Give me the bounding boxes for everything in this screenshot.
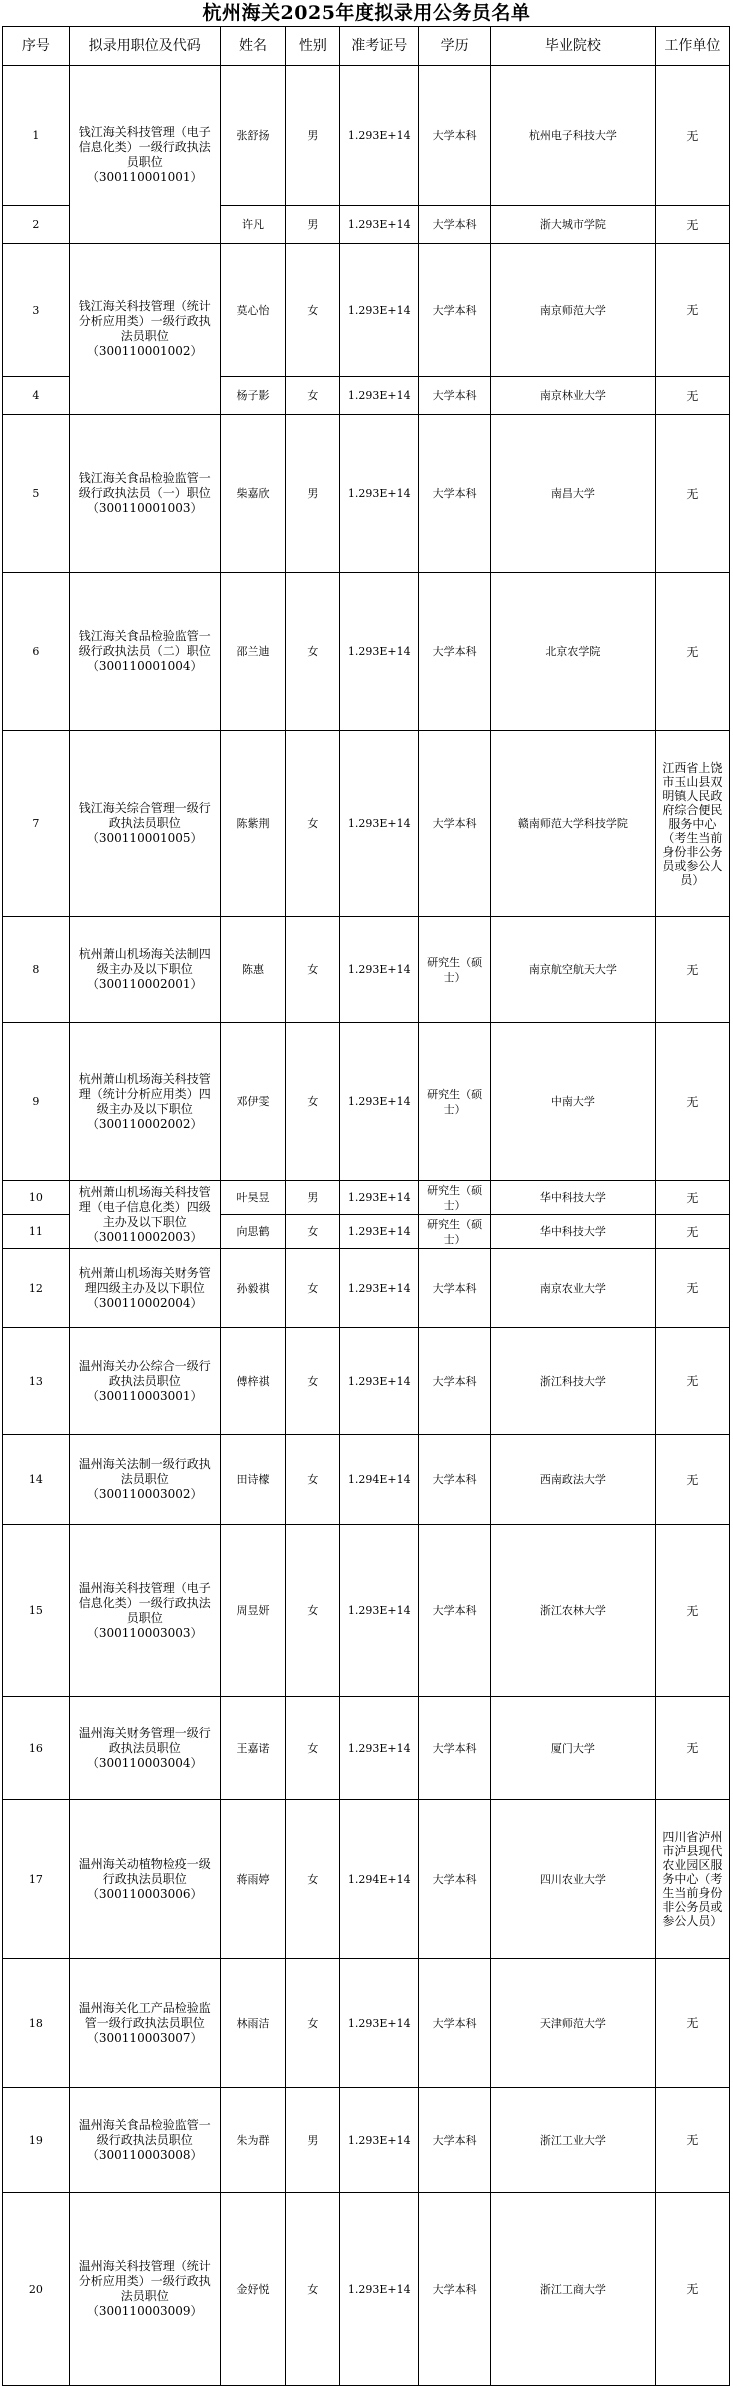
cell-seq: 19 — [3, 2088, 70, 2193]
cell-position: 钱江海关科技管理（电子信息化类）一级行政执法员职位（300110001001） — [69, 66, 220, 244]
cell-name: 蒋雨婷 — [220, 1800, 286, 1959]
cell-position: 钱江海关食品检验监管一级行政执法员（二）职位（300110001004） — [69, 573, 220, 731]
cell-education: 大学本科 — [419, 2193, 491, 2386]
cell-seq: 2 — [3, 206, 70, 244]
cell-employer: 无 — [655, 1435, 729, 1525]
cell-position: 杭州萧山机场海关科技管理（统计分析应用类）四级主办及以下职位（300110002002） — [69, 1023, 220, 1181]
cell-position: 温州海关财务管理一级行政执法员职位（300110003004） — [69, 1697, 220, 1800]
cell-name: 杨子影 — [220, 377, 286, 415]
cell-gender: 女 — [286, 1249, 340, 1328]
cell-school: 南京航空航天大学 — [491, 917, 656, 1023]
roster-body — [3, 27, 730, 2386]
cell-education: 研究生（硕士） — [419, 1215, 491, 1249]
cell-seq: 5 — [3, 415, 70, 573]
cell-education: 大学本科 — [419, 244, 491, 377]
cell-gender: 女 — [286, 917, 340, 1023]
cell-seq: 13 — [3, 1328, 70, 1435]
cell-gender: 女 — [286, 1800, 340, 1959]
cell-employer: 无 — [655, 1215, 729, 1249]
cell-seq: 8 — [3, 917, 70, 1023]
cell-school: 南京师范大学 — [491, 244, 656, 377]
cell-name: 陈紫荆 — [220, 731, 286, 917]
cell-exam-no: 1.293E+14 — [340, 206, 419, 244]
cell-employer: 无 — [655, 2088, 729, 2193]
cell-gender: 女 — [286, 1697, 340, 1800]
cell-name: 莫心怡 — [220, 244, 286, 377]
cell-name: 朱为群 — [220, 2088, 286, 2193]
cell-gender: 女 — [286, 377, 340, 415]
table-row — [3, 2088, 730, 2193]
cell-education: 大学本科 — [419, 1697, 491, 1800]
header-position: 拟录用职位及代码 — [69, 27, 220, 66]
table-row — [3, 1435, 730, 1525]
cell-gender: 女 — [286, 1328, 340, 1435]
cell-school: 厦门大学 — [491, 1697, 656, 1800]
header-school: 毕业院校 — [491, 27, 656, 66]
header-seq: 序号 — [3, 27, 70, 66]
cell-gender: 女 — [286, 1435, 340, 1525]
cell-seq: 6 — [3, 573, 70, 731]
cell-employer: 无 — [655, 206, 729, 244]
header-row — [3, 27, 730, 66]
cell-exam-no: 1.293E+14 — [340, 1525, 419, 1697]
cell-exam-no: 1.293E+14 — [340, 1249, 419, 1328]
cell-education: 大学本科 — [419, 377, 491, 415]
cell-exam-no: 1.293E+14 — [340, 1215, 419, 1249]
cell-school: 浙江农林大学 — [491, 1525, 656, 1697]
cell-exam-no: 1.293E+14 — [340, 2088, 419, 2193]
cell-exam-no: 1.293E+14 — [340, 66, 419, 206]
table-row — [3, 1328, 730, 1435]
cell-position: 钱江海关综合管理一级行政执法员职位（300110001005） — [69, 731, 220, 917]
cell-employer: 无 — [655, 415, 729, 573]
cell-employer: 无 — [655, 2193, 729, 2386]
cell-school: 浙江科技大学 — [491, 1328, 656, 1435]
cell-employer: 无 — [655, 917, 729, 1023]
cell-name: 田诗檬 — [220, 1435, 286, 1525]
cell-seq: 1 — [3, 66, 70, 206]
cell-name: 金妤悦 — [220, 2193, 286, 2386]
cell-seq: 9 — [3, 1023, 70, 1181]
cell-school: 浙江工业大学 — [491, 2088, 656, 2193]
table-row — [3, 1023, 730, 1181]
cell-school: 四川农业大学 — [491, 1800, 656, 1959]
cell-gender: 男 — [286, 1181, 340, 1215]
cell-gender: 女 — [286, 244, 340, 377]
cell-name: 傅梓祺 — [220, 1328, 286, 1435]
cell-education: 研究生（硕士） — [419, 1181, 491, 1215]
cell-employer: 无 — [655, 377, 729, 415]
cell-position: 杭州萧山机场海关财务管理四级主办及以下职位（300110002004） — [69, 1249, 220, 1328]
cell-education: 大学本科 — [419, 1249, 491, 1328]
cell-position: 杭州萧山机场海关法制四级主办及以下职位（300110002001） — [69, 917, 220, 1023]
cell-education: 大学本科 — [419, 731, 491, 917]
header-exam-no: 准考证号 — [340, 27, 419, 66]
page-title: 杭州海关2025年度拟录用公务员名单 — [202, 2, 531, 24]
cell-gender: 女 — [286, 2193, 340, 2386]
cell-school: 南京农业大学 — [491, 1249, 656, 1328]
cell-education: 大学本科 — [419, 1525, 491, 1697]
cell-position: 温州海关科技管理（统计分析应用类）一级行政执法员职位（300110003009） — [69, 2193, 220, 2386]
cell-school: 北京农学院 — [491, 573, 656, 731]
cell-position: 温州海关化工产品检验监管一级行政执法员职位（300110003007） — [69, 1959, 220, 2088]
cell-education: 大学本科 — [419, 1959, 491, 2088]
cell-position: 温州海关法制一级行政执法员职位（300110003002） — [69, 1435, 220, 1525]
table-row — [3, 1181, 730, 1215]
cell-exam-no: 1.293E+14 — [340, 377, 419, 415]
cell-name: 周昱妍 — [220, 1525, 286, 1697]
cell-education: 大学本科 — [419, 1328, 491, 1435]
cell-gender: 女 — [286, 1215, 340, 1249]
cell-position: 温州海关动植物检疫一级行政执法员职位（300110003006） — [69, 1800, 220, 1959]
cell-position: 钱江海关食品检验监管一级行政执法员（一）职位（300110001003） — [69, 415, 220, 573]
cell-exam-no: 1.293E+14 — [340, 573, 419, 731]
cell-school: 中南大学 — [491, 1023, 656, 1181]
table-row — [3, 66, 730, 206]
cell-name: 柴嘉欣 — [220, 415, 286, 573]
cell-education: 大学本科 — [419, 1435, 491, 1525]
cell-school: 天津师范大学 — [491, 1959, 656, 2088]
cell-exam-no: 1.293E+14 — [340, 2193, 419, 2386]
cell-school: 杭州电子科技大学 — [491, 66, 656, 206]
header-education: 学历 — [419, 27, 491, 66]
header-employer: 工作单位 — [655, 27, 729, 66]
header-gender: 性别 — [286, 27, 340, 66]
cell-exam-no: 1.293E+14 — [340, 1328, 419, 1435]
cell-seq: 18 — [3, 1959, 70, 2088]
cell-position: 钱江海关科技管理（统计分析应用类）一级行政执法员职位（300110001002） — [69, 244, 220, 415]
table-row — [3, 1800, 730, 1959]
cell-employer: 四川省泸州市泸县现代农业园区服务中心（考生当前身份非公务员或参公人员） — [655, 1800, 729, 1959]
table-row — [3, 1525, 730, 1697]
table-row — [3, 2193, 730, 2386]
cell-name: 王嘉诺 — [220, 1697, 286, 1800]
cell-school: 南京林业大学 — [491, 377, 656, 415]
cell-gender: 男 — [286, 2088, 340, 2193]
cell-employer: 无 — [655, 66, 729, 206]
cell-school: 南昌大学 — [491, 415, 656, 573]
table-row — [3, 1959, 730, 2088]
cell-exam-no: 1.294E+14 — [340, 1800, 419, 1959]
cell-school: 赣南师范大学科技学院 — [491, 731, 656, 917]
cell-exam-no: 1.293E+14 — [340, 1181, 419, 1215]
cell-name: 陈惠 — [220, 917, 286, 1023]
cell-employer: 无 — [655, 1249, 729, 1328]
cell-name: 邓伊雯 — [220, 1023, 286, 1181]
table-row — [3, 1249, 730, 1328]
cell-name: 孙毅祺 — [220, 1249, 286, 1328]
cell-exam-no: 1.293E+14 — [340, 917, 419, 1023]
header-name: 姓名 — [220, 27, 286, 66]
cell-gender: 男 — [286, 66, 340, 206]
cell-seq: 20 — [3, 2193, 70, 2386]
table-row — [3, 1697, 730, 1800]
cell-seq: 14 — [3, 1435, 70, 1525]
cell-education: 大学本科 — [419, 2088, 491, 2193]
cell-seq: 4 — [3, 377, 70, 415]
cell-exam-no: 1.293E+14 — [340, 244, 419, 377]
cell-education: 大学本科 — [419, 573, 491, 731]
cell-position: 温州海关食品检验监管一级行政执法员职位（300110003008） — [69, 2088, 220, 2193]
cell-education: 研究生（硕士） — [419, 1023, 491, 1181]
cell-name: 许凡 — [220, 206, 286, 244]
cell-gender: 男 — [286, 415, 340, 573]
cell-exam-no: 1.293E+14 — [340, 731, 419, 917]
roster-table — [2, 26, 730, 2386]
cell-education: 大学本科 — [419, 66, 491, 206]
cell-exam-no: 1.293E+14 — [340, 1023, 419, 1181]
cell-exam-no: 1.293E+14 — [340, 1959, 419, 2088]
cell-employer: 无 — [655, 573, 729, 731]
cell-name: 向思鹤 — [220, 1215, 286, 1249]
cell-seq: 16 — [3, 1697, 70, 1800]
table-row — [3, 573, 730, 731]
cell-school: 华中科技大学 — [491, 1181, 656, 1215]
cell-seq: 15 — [3, 1525, 70, 1697]
cell-name: 张舒扬 — [220, 66, 286, 206]
cell-gender: 女 — [286, 1525, 340, 1697]
cell-employer: 江西省上饶市玉山县双明镇人民政府综合便民服务中心（考生当前身份非公务员或参公人员） — [655, 731, 729, 917]
cell-seq: 17 — [3, 1800, 70, 1959]
cell-employer: 无 — [655, 244, 729, 377]
cell-employer: 无 — [655, 1328, 729, 1435]
cell-school: 浙大城市学院 — [491, 206, 656, 244]
table-row — [3, 244, 730, 377]
table-row — [3, 917, 730, 1023]
table-row — [3, 731, 730, 917]
cell-gender: 男 — [286, 206, 340, 244]
cell-name: 邵兰迪 — [220, 573, 286, 731]
cell-name: 叶昊昱 — [220, 1181, 286, 1215]
table-row — [3, 415, 730, 573]
cell-employer: 无 — [655, 1697, 729, 1800]
cell-employer: 无 — [655, 1181, 729, 1215]
cell-exam-no: 1.293E+14 — [340, 1697, 419, 1800]
cell-name: 林雨洁 — [220, 1959, 286, 2088]
cell-seq: 12 — [3, 1249, 70, 1328]
cell-position: 温州海关办公综合一级行政执法员职位（300110003001） — [69, 1328, 220, 1435]
cell-seq: 3 — [3, 244, 70, 377]
cell-exam-no: 1.294E+14 — [340, 1435, 419, 1525]
cell-school: 西南政法大学 — [491, 1435, 656, 1525]
cell-seq: 11 — [3, 1215, 70, 1249]
cell-employer: 无 — [655, 1959, 729, 2088]
cell-position: 温州海关科技管理（电子信息化类）一级行政执法员职位（300110003003） — [69, 1525, 220, 1697]
cell-school: 浙江工商大学 — [491, 2193, 656, 2386]
cell-education: 研究生（硕士） — [419, 917, 491, 1023]
cell-school: 华中科技大学 — [491, 1215, 656, 1249]
cell-gender: 女 — [286, 731, 340, 917]
cell-education: 大学本科 — [419, 1800, 491, 1959]
cell-employer: 无 — [655, 1023, 729, 1181]
cell-education: 大学本科 — [419, 206, 491, 244]
cell-gender: 女 — [286, 573, 340, 731]
cell-seq: 7 — [3, 731, 70, 917]
cell-seq: 10 — [3, 1181, 70, 1215]
cell-employer: 无 — [655, 1525, 729, 1697]
cell-position: 杭州萧山机场海关科技管理（电子信息化类）四级主办及以下职位（300110002003） — [69, 1181, 220, 1249]
cell-gender: 女 — [286, 1023, 340, 1181]
cell-gender: 女 — [286, 1959, 340, 2088]
cell-exam-no: 1.293E+14 — [340, 415, 419, 573]
cell-education: 大学本科 — [419, 415, 491, 573]
